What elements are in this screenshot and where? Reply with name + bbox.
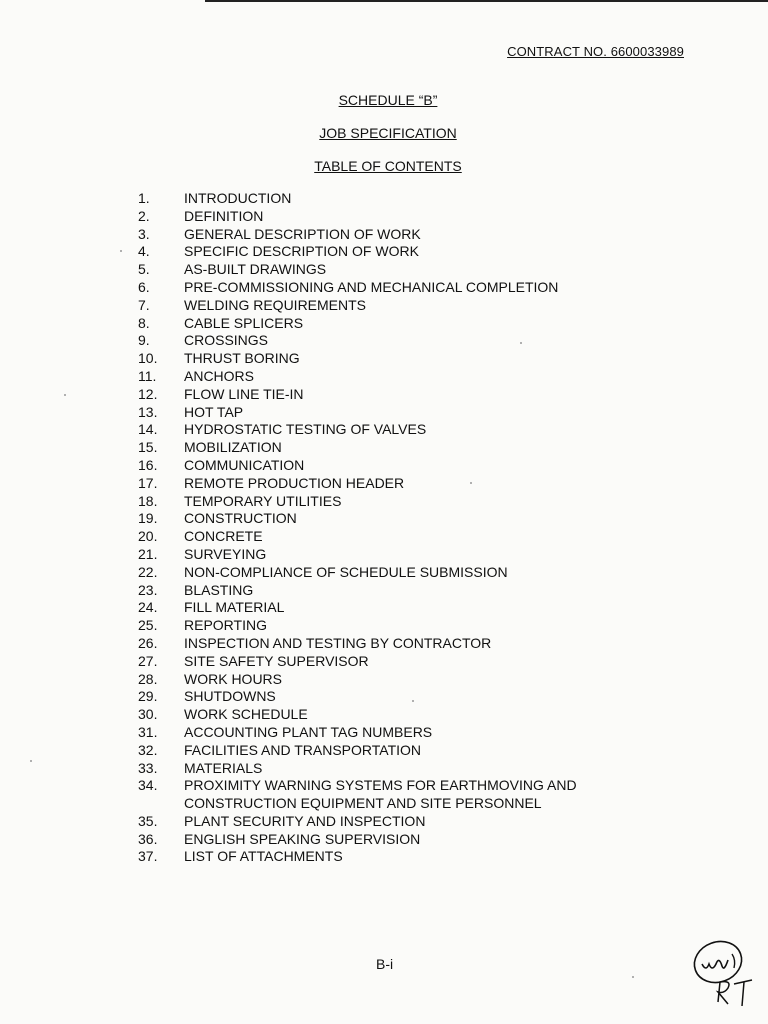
toc-entry (0, 599, 768, 617)
toc-entry-number: 35. (138, 812, 158, 829)
toc-entry (0, 243, 768, 261)
page-number: B-i (376, 956, 394, 972)
toc-entry-title: HYDROSTATIC TESTING OF VALVES (184, 421, 427, 438)
toc-entry-number: 32. (138, 741, 158, 758)
toc-entry-title: PLANT SECURITY AND INSPECTION (184, 812, 426, 829)
toc-entry-number: 7. (138, 296, 150, 313)
toc-entry (0, 279, 768, 297)
toc-entry (0, 457, 768, 475)
toc-entry-number: 31. (138, 723, 158, 740)
toc-entry-title: ANCHORS (184, 367, 255, 384)
toc-entry-number: 3. (138, 225, 150, 242)
toc-entry-title: WORK HOURS (184, 670, 282, 687)
toc-entry (0, 848, 768, 866)
toc-entry-title: ENGLISH SPEAKING SUPERVISION (184, 830, 421, 847)
toc-entry (0, 777, 768, 795)
toc-entry-title: MOBILIZATION (184, 439, 282, 456)
toc-entry-number: 2. (138, 207, 150, 224)
toc-entry-number: 21. (138, 545, 158, 562)
toc-entry (0, 510, 768, 528)
scan-speck (120, 250, 122, 252)
toc-entry-number: 20. (138, 528, 158, 545)
toc-entry (0, 671, 768, 689)
toc-entry (0, 350, 768, 368)
toc-entry-title: LIST OF ATTACHMENTS (184, 848, 343, 865)
toc-entry-title: FACILITIES AND TRANSPORTATION (184, 741, 422, 758)
toc-entry-number: 17. (138, 474, 158, 491)
toc-entry-title: HOT TAP (184, 403, 244, 420)
job-specification-heading: JOB SPECIFICATION (319, 125, 457, 141)
toc-entry-number: 28. (138, 670, 158, 687)
toc-entry-title: MATERIALS (184, 759, 263, 776)
toc-entry (0, 261, 768, 279)
handwritten-initials-signature (688, 932, 760, 1012)
toc-entry (0, 315, 768, 333)
toc-entry-title: SURVEYING (184, 545, 267, 562)
toc-entry-number: 4. (138, 243, 150, 260)
toc-entry-title: WORK SCHEDULE (184, 706, 308, 723)
toc-entry (0, 546, 768, 564)
toc-entry-title: BLASTING (184, 581, 254, 598)
toc-entry-number: 6. (138, 278, 150, 295)
toc-entry-number: 34. (138, 777, 158, 794)
toc-entry-number: 10. (138, 350, 158, 367)
toc-entry-title: REPORTING (184, 617, 267, 634)
toc-entry-title: SHUTDOWNS (184, 688, 276, 705)
toc-entry (0, 831, 768, 849)
toc-entry-title: FILL MATERIAL (184, 599, 285, 616)
toc-entry-title: CONSTRUCTION (184, 510, 297, 527)
toc-entry (0, 439, 768, 457)
scan-speck (64, 394, 66, 396)
toc-entry (0, 528, 768, 546)
toc-entry-title: WELDING REQUIREMENTS (184, 296, 367, 313)
toc-entry (0, 742, 768, 760)
toc-entry-title: PRE-COMMISSIONING AND MECHANICAL COMPLETION (184, 278, 559, 295)
toc-entry-number: 36. (138, 830, 158, 847)
toc-entry (0, 813, 768, 831)
toc-entry (0, 190, 768, 208)
scan-speck (632, 976, 634, 978)
toc-entry-title: THRUST BORING (184, 350, 300, 367)
toc-entry-title: CROSSINGS (184, 332, 269, 349)
toc-entry (0, 760, 768, 778)
toc-entry (0, 724, 768, 742)
toc-entry-number: 5. (138, 261, 150, 278)
toc-entry-number: 19. (138, 510, 158, 527)
toc-entry-title: CONCRETE (184, 528, 263, 545)
toc-entry-number: 37. (138, 848, 158, 865)
toc-entry-number: 12. (138, 385, 158, 402)
toc-entry (0, 688, 768, 706)
toc-entry (0, 653, 768, 671)
scan-speck (412, 700, 414, 702)
toc-entry-title: GENERAL DESCRIPTION OF WORK (184, 225, 421, 242)
toc-entry (0, 795, 768, 813)
scan-speck (520, 342, 522, 344)
toc-entry (0, 297, 768, 315)
toc-entry-title: FLOW LINE TIE-IN (184, 385, 304, 402)
toc-entry-title: DEFINITION (184, 207, 264, 224)
toc-entry-title: TEMPORARY UTILITIES (184, 492, 342, 509)
toc-entry-title: CABLE SPLICERS (184, 314, 304, 331)
table-of-contents (0, 190, 768, 866)
toc-entry (0, 493, 768, 511)
toc-heading: TABLE OF CONTENTS (314, 158, 462, 174)
toc-entry (0, 617, 768, 635)
contract-number: CONTRACT NO. 6600033989 (507, 44, 684, 59)
toc-entry (0, 475, 768, 493)
toc-entry (0, 208, 768, 226)
toc-entry-number: 30. (138, 706, 158, 723)
toc-entry-number: 33. (138, 759, 158, 776)
toc-entry (0, 386, 768, 404)
schedule-heading: SCHEDULE “B” (338, 92, 438, 108)
toc-entry-title: INSPECTION AND TESTING BY CONTRACTOR (184, 634, 492, 651)
toc-entry-title: AS-BUILT DRAWINGS (184, 261, 327, 278)
toc-entry-title: ACCOUNTING PLANT TAG NUMBERS (184, 723, 433, 740)
toc-entry-number: 29. (138, 688, 158, 705)
toc-entry-number: 25. (138, 617, 158, 634)
toc-entry-title: SPECIFIC DESCRIPTION OF WORK (184, 243, 419, 260)
toc-entry-number: 1. (138, 190, 150, 206)
toc-entry-title: REMOTE PRODUCTION HEADER (184, 474, 405, 491)
toc-entry-number: 18. (138, 492, 158, 509)
toc-entry-number: 14. (138, 421, 158, 438)
toc-entry-number: 15. (138, 439, 158, 456)
toc-entry-title: CONSTRUCTION EQUIPMENT AND SITE PERSONNEL (184, 795, 542, 812)
toc-entry-number: 16. (138, 456, 158, 473)
toc-entry-title: PROXIMITY WARNING SYSTEMS FOR EARTHMOVING AND (184, 777, 577, 794)
toc-entry (0, 404, 768, 422)
top-border-line (205, 0, 768, 2)
toc-entry-number: 9. (138, 332, 150, 349)
toc-entry-number: 26. (138, 634, 158, 651)
toc-entry (0, 564, 768, 582)
toc-entry (0, 635, 768, 653)
toc-entry-number: 11. (138, 367, 157, 384)
toc-entry-number: 8. (138, 314, 150, 331)
toc-entry-number: 13. (138, 403, 158, 420)
toc-entry-number: 22. (138, 563, 158, 580)
scan-speck (30, 760, 32, 762)
toc-entry-title: INTRODUCTION (184, 190, 292, 206)
toc-entry (0, 332, 768, 350)
toc-entry (0, 226, 768, 244)
scan-speck (470, 482, 472, 484)
toc-entry-title: NON-COMPLIANCE OF SCHEDULE SUBMISSION (184, 563, 508, 580)
toc-entry (0, 421, 768, 439)
toc-entry-number: 24. (138, 599, 158, 616)
toc-entry-number: 27. (138, 652, 158, 669)
toc-entry (0, 582, 768, 600)
toc-entry (0, 706, 768, 724)
toc-entry-number: 23. (138, 581, 158, 598)
toc-entry-title: COMMUNICATION (184, 456, 305, 473)
toc-entry (0, 368, 768, 386)
toc-entry-title: SITE SAFETY SUPERVISOR (184, 652, 369, 669)
